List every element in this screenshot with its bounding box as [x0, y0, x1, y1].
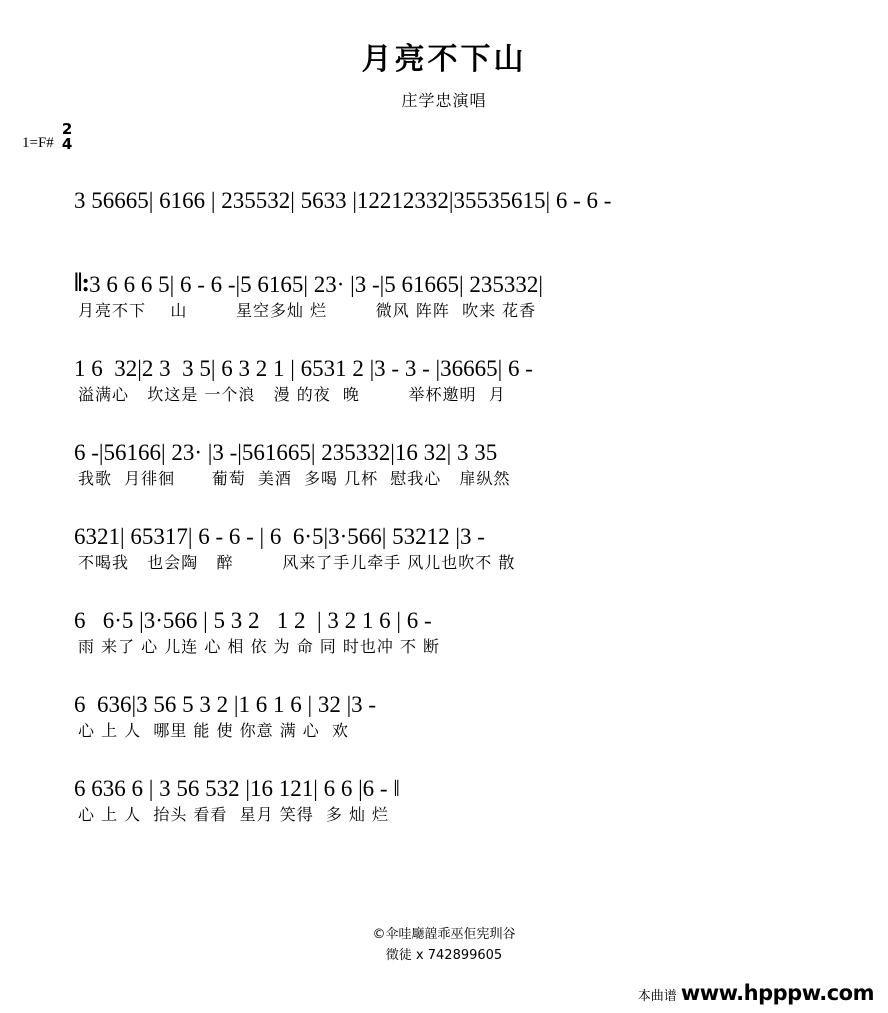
watermark: [638, 981, 874, 1005]
music-systems: [0, 168, 888, 840]
time-signature-numerator: 2: [61, 120, 73, 138]
system-line-5: [0, 588, 888, 666]
system-line-6: [0, 672, 888, 750]
notation-line: [0, 252, 888, 298]
notation-text: 3 6 6 6 5| 6 - 6 -|5 6165| 23· |3 -|5 61665| 235332|: [89, 272, 543, 297]
credits-line-2: 徵徒 x 742899605: [385, 947, 503, 963]
notation-line: 1 6 32|2 3 3 5| 6 3 2 1 | 6531 2 |3 - 3 - |36665| 6 -: [74, 356, 533, 381]
credits-block: [0, 925, 888, 967]
notation-line: 3 56665| 6166 | 235532| 5633 |12212332|35535615| 6 - 6 -: [74, 188, 612, 213]
watermark-label: 本曲谱: [637, 989, 677, 1004]
lyrics-line: 不喝我 也会陶 醉 风来了手儿牵手 风儿也吹不 散: [78, 553, 516, 572]
notation-line: 6321| 65317| 6 - 6 - | 6 6·5|3·566| 53212 |3 -: [74, 524, 485, 549]
system-line-2: [0, 336, 888, 414]
watermark-url: www.hpppw.com: [680, 981, 874, 1005]
lyrics-line: 月亮不下 山 星空多灿 烂 微风 阵阵 吹来 花香: [78, 301, 537, 320]
performer-credit: 庄学忠演唱: [401, 91, 487, 110]
time-signature-denominator: 4: [61, 135, 73, 153]
notation-line: 6 636|3 56 5 3 2 |1 6 1 6 | 32 |3 -: [74, 692, 377, 717]
system-line-4: [0, 504, 888, 582]
credits-line-1: ©伞哇廰韹乖巫佢宪玔谷: [372, 927, 516, 942]
lyrics-line: [0, 214, 888, 246]
lyrics-line: 心 上 人 哪里 能 使 你意 满 心 欢: [78, 721, 349, 740]
lyrics-line: 雨 来了 心 儿连 心 相 依 为 命 同 时也冲 不 断: [78, 637, 441, 656]
system-line-1: [0, 252, 888, 330]
page-title: 月亮不下山: [361, 42, 527, 77]
notation-line: 6 -|56166| 23· |3 -|561665| 235332|16 32| 3 35: [74, 440, 498, 465]
lyrics-line: 心 上 人 抬头 看看 星月 笑得 多 灿 烂: [78, 805, 390, 824]
lyrics-line: 溢满心 坎这是 一个浪 漫 的夜 晚 举杯邀明 月: [78, 385, 506, 404]
system-intro: [0, 168, 888, 246]
notation-line: 6 6·5 |3·566 | 5 3 2 1 2 | 3 2 1 6 | 6 -: [74, 608, 432, 633]
key-signature: 1=F#: [22, 135, 54, 151]
key-and-meter: [22, 122, 72, 152]
lyrics-line: 我歌 月徘徊 葡萄 美酒 多喝 几杯 慰我心 扉纵然: [78, 469, 511, 488]
system-line-7: [0, 756, 888, 834]
repeat-start-sign: ‖:: [74, 268, 90, 297]
system-line-3: [0, 420, 888, 498]
notation-line: 6 636 6 | 3 56 532 |16 121| 6 6 |6 - ‖: [74, 776, 400, 801]
time-signature: [62, 122, 72, 152]
